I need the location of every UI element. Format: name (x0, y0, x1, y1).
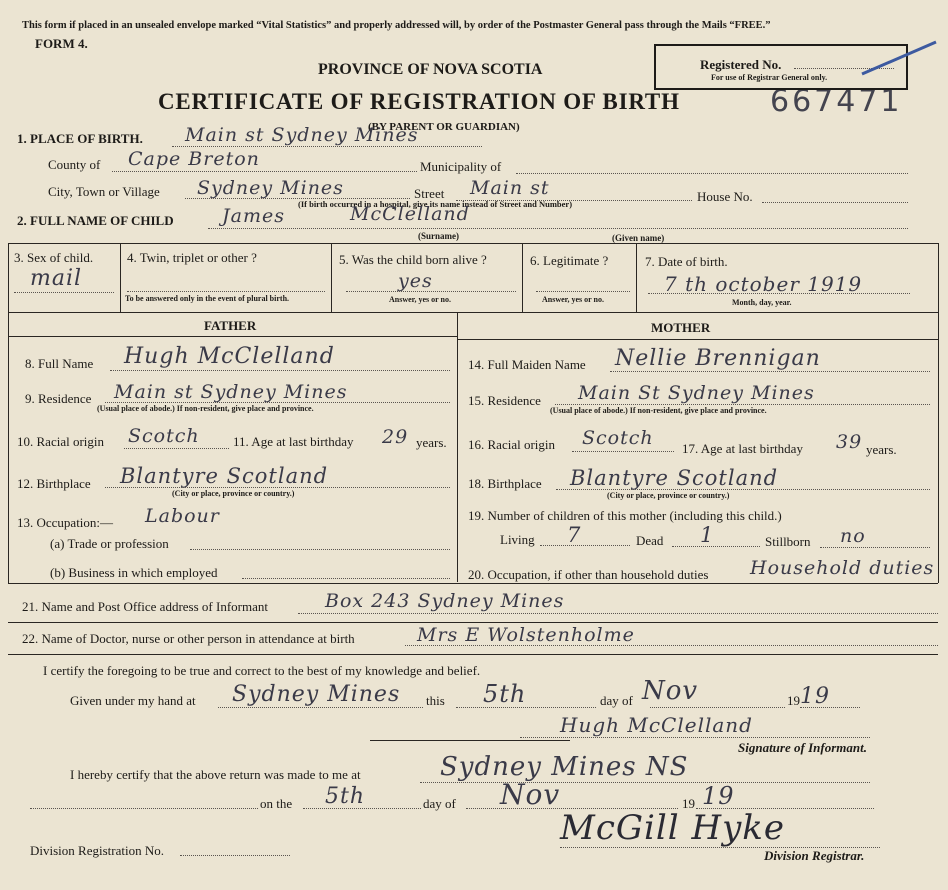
twin-label: 4. Twin, triplet or other ? (127, 250, 257, 265)
given-name-caption: (Given name) (612, 233, 665, 243)
legitimate-label: 6. Legitimate ? (530, 253, 609, 268)
mother-birthplace-value: Blantyre Scotland (570, 466, 779, 490)
mother-racial-origin-value: Scotch (582, 427, 654, 449)
father-birthplace-label: 12. Birthplace (17, 476, 91, 491)
mother-residence-label: 15. Residence (468, 393, 541, 408)
mother-racial-origin-label: 16. Racial origin (468, 437, 556, 452)
certify-dayof-label: day of (600, 693, 633, 708)
child-given-name: James (222, 205, 285, 227)
county-label: County of (48, 157, 101, 172)
municipality-label: Municipality of (420, 159, 502, 174)
street-label: Street (414, 186, 445, 201)
father-occupation-label: 13. Occupation:— (17, 515, 114, 530)
certify-year-prefix: 19 (787, 693, 800, 708)
doctor-value: Mrs E Wolstenholme (417, 624, 635, 646)
dead-label: Dead (636, 533, 664, 548)
mother-occupation-value: Household duties (750, 557, 935, 579)
this-label: this (426, 693, 445, 708)
mother-residence-note: (Usual place of abode.) If non-resident, give place and province. (550, 406, 767, 415)
born-alive-value: yes (398, 270, 433, 292)
legitimate-note: Answer, yes or no. (542, 295, 605, 304)
informant-signature: Hugh McClelland (560, 713, 753, 737)
born-alive-note: Answer, yes or no. (389, 295, 452, 304)
registered-label: Registered No. (700, 57, 782, 72)
doctor-label: 22. Name of Doctor, nurse or other person in attendance at birth (22, 631, 355, 646)
living-value: 7 (567, 523, 582, 547)
registrar-day-value: 5th (325, 784, 366, 809)
father-racial-origin-value: Scotch (128, 425, 200, 447)
sex-label: 3. Sex of child. (14, 250, 94, 265)
registrar-place-value: Sydney Mines NS (440, 752, 689, 782)
informant-label: 21. Name and Post Office address of Informant (22, 599, 268, 614)
mailing-notice: This form if placed in an unsealed envelope marked “Vital Statistics” and properly addressed will, by order of the Postmaster General pass through the Mails “FREE.” (22, 20, 771, 31)
mother-birthplace-note: (City or place, province or country.) (607, 491, 730, 500)
city-label: City, Town or Village (48, 184, 160, 199)
certify-text: I certify the foregoing to be true and correct to the best of my knowledge and belief. (43, 663, 481, 678)
father-residence-value: Main st Sydney Mines (114, 381, 348, 403)
stillborn-label: Stillborn (765, 534, 811, 549)
registrar-caption: Division Registrar. (764, 848, 865, 863)
hospital-note: (If birth occurred in a hospital, give its name instead of Street and Number) (298, 199, 573, 209)
father-residence-note: (Usual place of abode.) If non-resident, give place and province. (97, 404, 314, 413)
dead-value: 1 (700, 523, 715, 547)
mother-age-value: 39 (836, 431, 863, 453)
place-of-birth-value: Main st Sydney Mines (185, 124, 419, 146)
date-of-birth-value: 7 th october 1919 (664, 272, 863, 296)
sex-value: mail (30, 266, 83, 291)
date-of-birth-note: Month, day, year. (732, 298, 792, 307)
pen-mark (860, 38, 940, 82)
father-birthplace-note: (City or place, province or country.) (172, 489, 295, 498)
certify-month-value: Nov (642, 676, 699, 706)
father-name-label: 8. Full Name (25, 356, 94, 371)
province-heading: PROVINCE OF NOVA SCOTIA (318, 61, 543, 78)
registrar-text: I hereby certify that the above return was made to me at (70, 767, 361, 782)
registrar-signature: McGill Hyke (560, 808, 786, 848)
division-registration-label: Division Registration No. (30, 843, 164, 858)
informant-value: Box 243 Sydney Mines (325, 590, 565, 612)
street-value: Main st (470, 177, 550, 199)
registrar-dayof-label: day of (423, 796, 456, 811)
form-number: FORM 4. (35, 36, 88, 51)
mother-name-value: Nellie Brennigan (615, 346, 821, 371)
mother-residence-value: Main St Sydney Mines (578, 382, 815, 404)
father-heading: FATHER (204, 318, 257, 333)
certificate-subtitle: (BY PARENT OR GUARDIAN) (368, 121, 520, 133)
father-years-label: years. (416, 435, 447, 450)
born-alive-label: 5. Was the child born alive ? (339, 252, 487, 267)
registrar-on-label: on the (260, 796, 293, 811)
registrar-year-value: 19 (702, 782, 735, 810)
mother-birthplace-label: 18. Birthplace (468, 476, 542, 491)
date-of-birth-label: 7. Date of birth. (645, 254, 728, 269)
father-age-label: 11. Age at last birthday (233, 434, 354, 449)
stillborn-value: no (840, 525, 866, 547)
mother-age-label: 17. Age at last birthday (682, 441, 803, 456)
given-under-label: Given under my hand at (70, 693, 196, 708)
child-surname: McClelland (350, 203, 470, 225)
twin-note: To be answered only in the event of plural birth. (125, 294, 290, 303)
house-number-label: House No. (697, 189, 753, 204)
registrar-month-value: Nov (500, 778, 561, 811)
given-place-value: Sydney Mines (232, 682, 401, 707)
mother-years-label: years. (866, 442, 897, 457)
child-name-label: 2. FULL NAME OF CHILD (17, 213, 174, 228)
children-count-label: 19. Number of children of this mother (including this child.) (468, 508, 782, 523)
place-of-birth-label: 1. PLACE OF BIRTH. (17, 131, 143, 146)
father-racial-origin-label: 10. Racial origin (17, 434, 105, 449)
registrar-year-prefix: 19 (682, 796, 695, 811)
county-value: Cape Breton (128, 148, 260, 170)
father-name-value: Hugh McClelland (124, 344, 335, 369)
informant-signature-caption: Signature of Informant. (738, 740, 867, 755)
trade-label: (a) Trade or profession (50, 536, 169, 551)
mother-occupation-label: 20. Occupation, if other than household duties (468, 567, 709, 582)
registration-number-stamp: 667471 (770, 84, 903, 119)
certify-year-value: 19 (800, 684, 830, 709)
father-residence-label: 9. Residence (25, 391, 92, 406)
business-label: (b) Business in which employed (50, 565, 218, 580)
city-value: Sydney Mines (197, 177, 344, 199)
certificate-title: CERTIFICATE OF REGISTRATION OF BIRTH (158, 89, 680, 114)
certify-day-value: 5th (483, 680, 527, 708)
mother-name-label: 14. Full Maiden Name (468, 357, 586, 372)
surname-caption: (Surname) (418, 231, 459, 241)
living-label: Living (500, 532, 535, 547)
registered-note: For use of Registrar General only. (711, 73, 828, 82)
father-birthplace-value: Blantyre Scotland (120, 464, 329, 488)
father-age-value: 29 (382, 426, 409, 448)
father-occupation-value: Labour (145, 505, 220, 527)
mother-heading: MOTHER (651, 320, 711, 335)
